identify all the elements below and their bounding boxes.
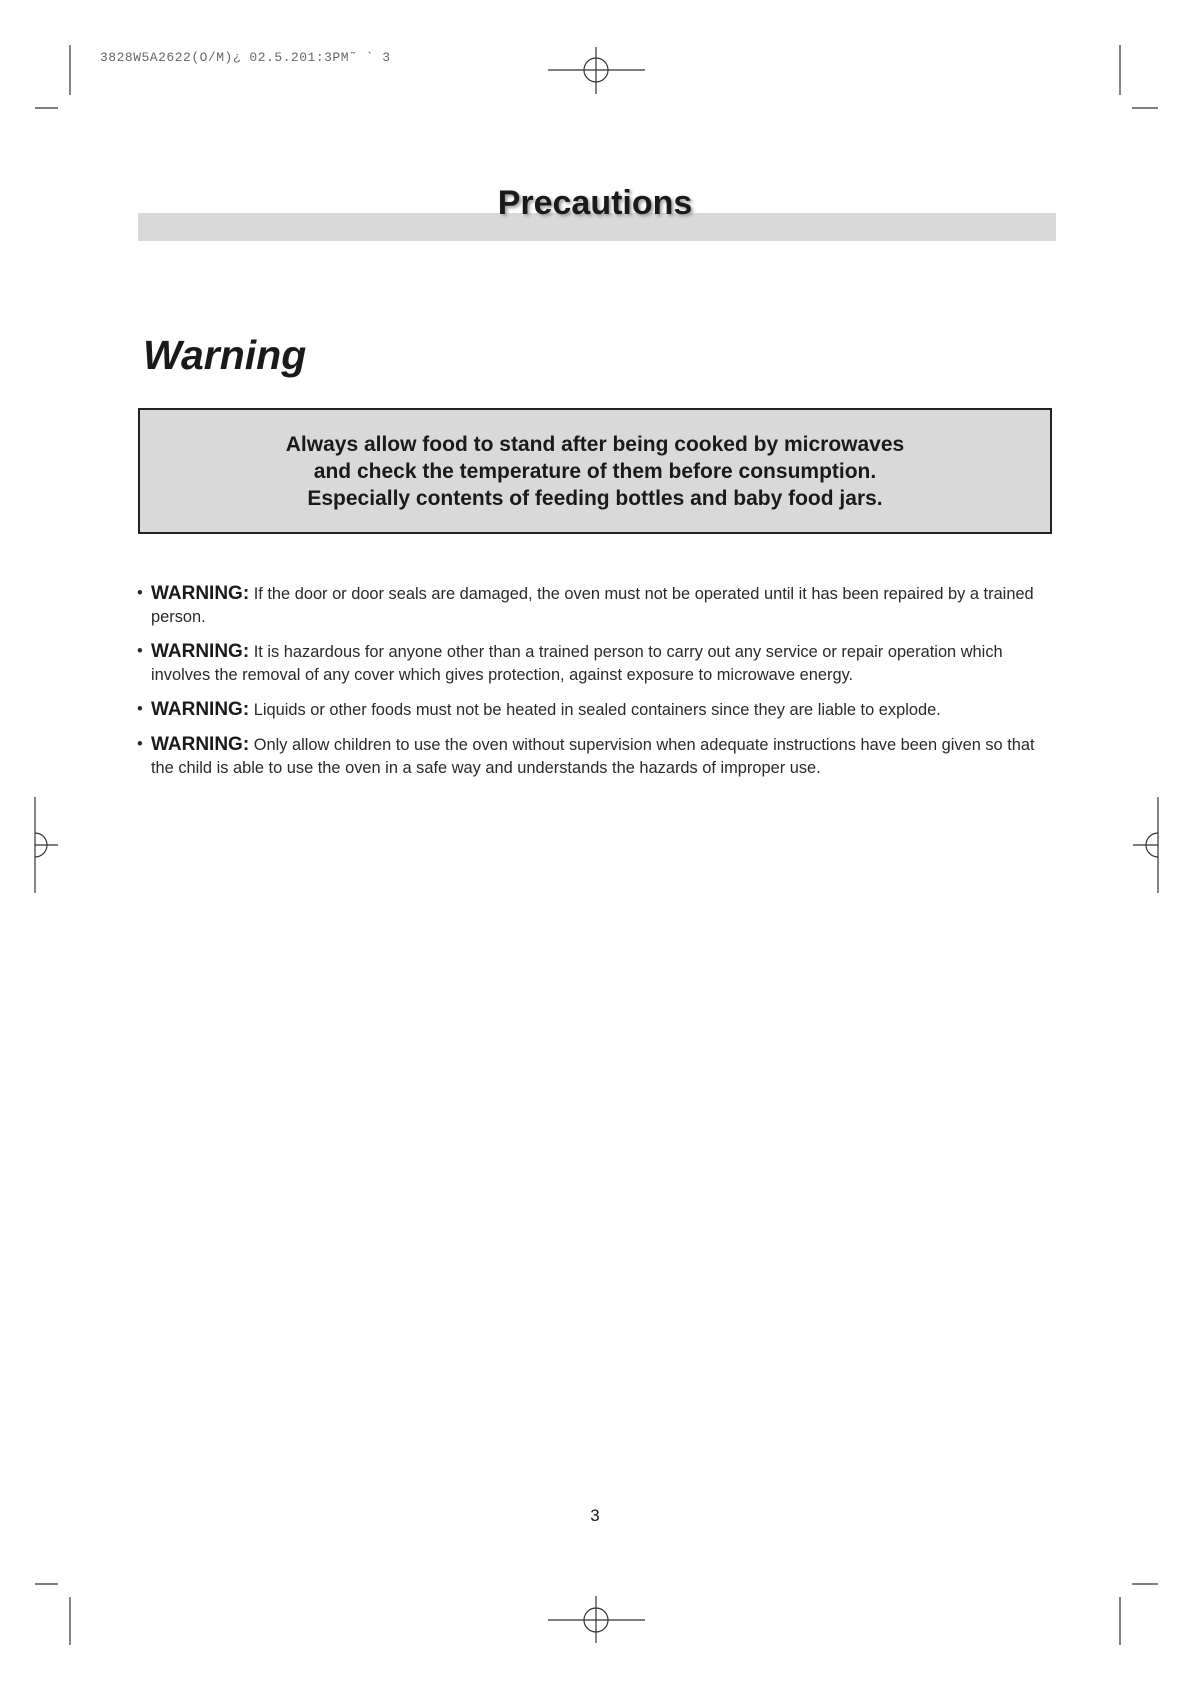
warning-text: Only allow children to use the oven without supervision when adequate instructions have been given so that the child is able to use the oven in a safe way and understands the hazards of improper use.	[151, 736, 1035, 777]
page-title: Precautions	[497, 184, 693, 222]
warning-item	[137, 640, 1055, 687]
warning-label: WARNING:	[151, 641, 250, 662]
page-number: 3	[590, 1506, 600, 1525]
notice-box	[138, 408, 1052, 534]
warning-item	[137, 733, 1055, 780]
bullet: •	[137, 735, 143, 753]
notice-line: and check the temperature of them before consumption.	[313, 459, 877, 483]
notice-line: Especially contents of feeding bottles and baby food jars.	[307, 486, 883, 510]
warning-text: If the door or door seals are damaged, the oven must not be operated until it has been repaired by a trained person.	[151, 585, 1034, 626]
warning-label: WARNING:	[151, 699, 250, 720]
warning-label: WARNING:	[151, 583, 250, 604]
bullet: •	[137, 642, 143, 660]
print-header: 3828W5A2622(O/M)¿ 02.5.201:3PM˜ ` 3	[100, 50, 391, 65]
notice-line: Always allow food to stand after being cooked by microwaves	[285, 432, 905, 456]
warning-list	[137, 582, 1055, 791]
warning-item	[137, 698, 1055, 722]
warning-label: WARNING:	[151, 734, 250, 755]
warning-text: It is hazardous for anyone other than a trained person to carry out any service or repair operation which involves the removal of any cover which gives protection, against exposure to microwave energy.	[151, 643, 1003, 684]
bullet: •	[137, 584, 143, 602]
bullet: •	[137, 700, 143, 718]
warning-item	[137, 582, 1055, 629]
warning-text: Liquids or other foods must not be heated in sealed containers since they are liable to explode.	[249, 701, 941, 719]
section-heading: Warning	[143, 332, 307, 378]
